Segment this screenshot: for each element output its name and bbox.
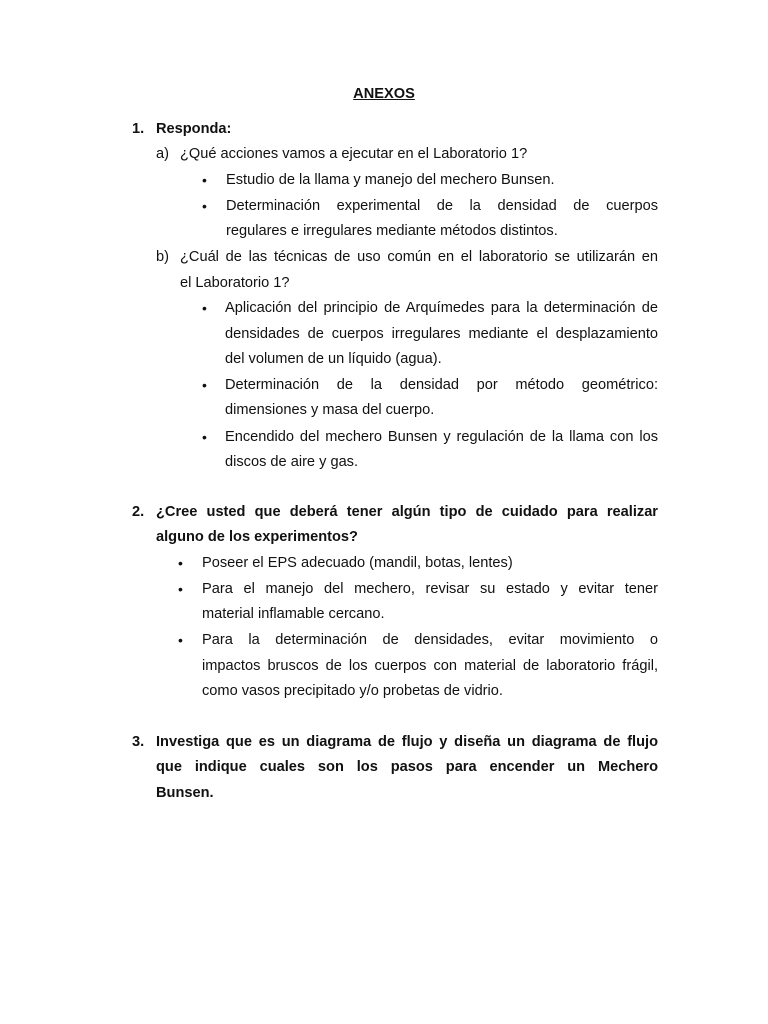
bullet-icon: • — [178, 581, 183, 597]
page-title: ANEXOS — [353, 86, 415, 102]
section-1-number: 1. — [132, 121, 145, 137]
bullet-text: discos de aire y gas. — [225, 454, 359, 470]
bullet-text: Determinación experimental de la densidad de cuerpos — [226, 198, 658, 214]
bullet-icon: • — [202, 429, 207, 445]
bullet-icon: • — [178, 632, 183, 648]
bullet-icon: • — [178, 555, 183, 571]
bullet-text: dimensiones y masa del cuerpo. — [225, 402, 435, 418]
section-3-heading: Bunsen. — [156, 785, 214, 801]
bullet-text: Encendido del mechero Bunsen y regulación de la llama con los — [225, 429, 658, 445]
bullet-text: material inflamable cercano. — [202, 606, 385, 622]
bullet-text: Poseer el EPS adecuado (mandil, botas, lentes) — [202, 555, 513, 571]
bullet-text: Estudio de la llama y manejo del mechero Bunsen. — [226, 172, 555, 188]
bullet-text: Para el manejo del mechero, revisar su estado y evitar tener — [202, 581, 658, 597]
question-a-marker: a) — [156, 146, 169, 162]
section-3-heading: que indique cuales son los pasos para encender un Mechero — [156, 759, 658, 775]
section-3-heading: Investiga que es un diagrama de flujo y diseña un diagrama de flujo — [156, 734, 658, 750]
question-a-text: ¿Qué acciones vamos a ejecutar en el Laboratorio 1? — [180, 146, 528, 162]
question-b-text: el Laboratorio 1? — [180, 275, 290, 291]
question-b-text: ¿Cuál de las técnicas de uso común en el laboratorio se utilizarán en — [180, 249, 658, 265]
question-b-marker: b) — [156, 249, 169, 265]
bullet-icon: • — [202, 172, 207, 188]
section-2-heading: ¿Cree usted que deberá tener algún tipo de cuidado para realizar — [156, 504, 658, 520]
bullet-text: impactos bruscos de los cuerpos con material de laboratorio frágil, — [202, 658, 658, 674]
bullet-icon: • — [202, 198, 207, 214]
bullet-text: del volumen de un líquido (agua). — [225, 351, 442, 367]
section-2-heading: alguno de los experimentos? — [156, 529, 358, 545]
bullet-icon: • — [202, 377, 207, 393]
bullet-text: Determinación de la densidad por método geométrico: — [225, 377, 658, 393]
bullet-text: como vasos precipitado y/o probetas de vidrio. — [202, 683, 503, 699]
section-3-number: 3. — [132, 734, 145, 750]
bullet-text: Para la determinación de densidades, evitar movimiento o — [202, 632, 658, 648]
bullet-text: Aplicación del principio de Arquímedes para la determinación de — [225, 300, 658, 316]
bullet-text: regulares e irregulares mediante métodos distintos. — [226, 223, 558, 239]
section-1-heading: Responda: — [156, 121, 232, 137]
bullet-text: densidades de cuerpos irregulares mediante el desplazamiento — [225, 326, 658, 342]
section-2-number: 2. — [132, 504, 145, 520]
bullet-icon: • — [202, 300, 207, 316]
